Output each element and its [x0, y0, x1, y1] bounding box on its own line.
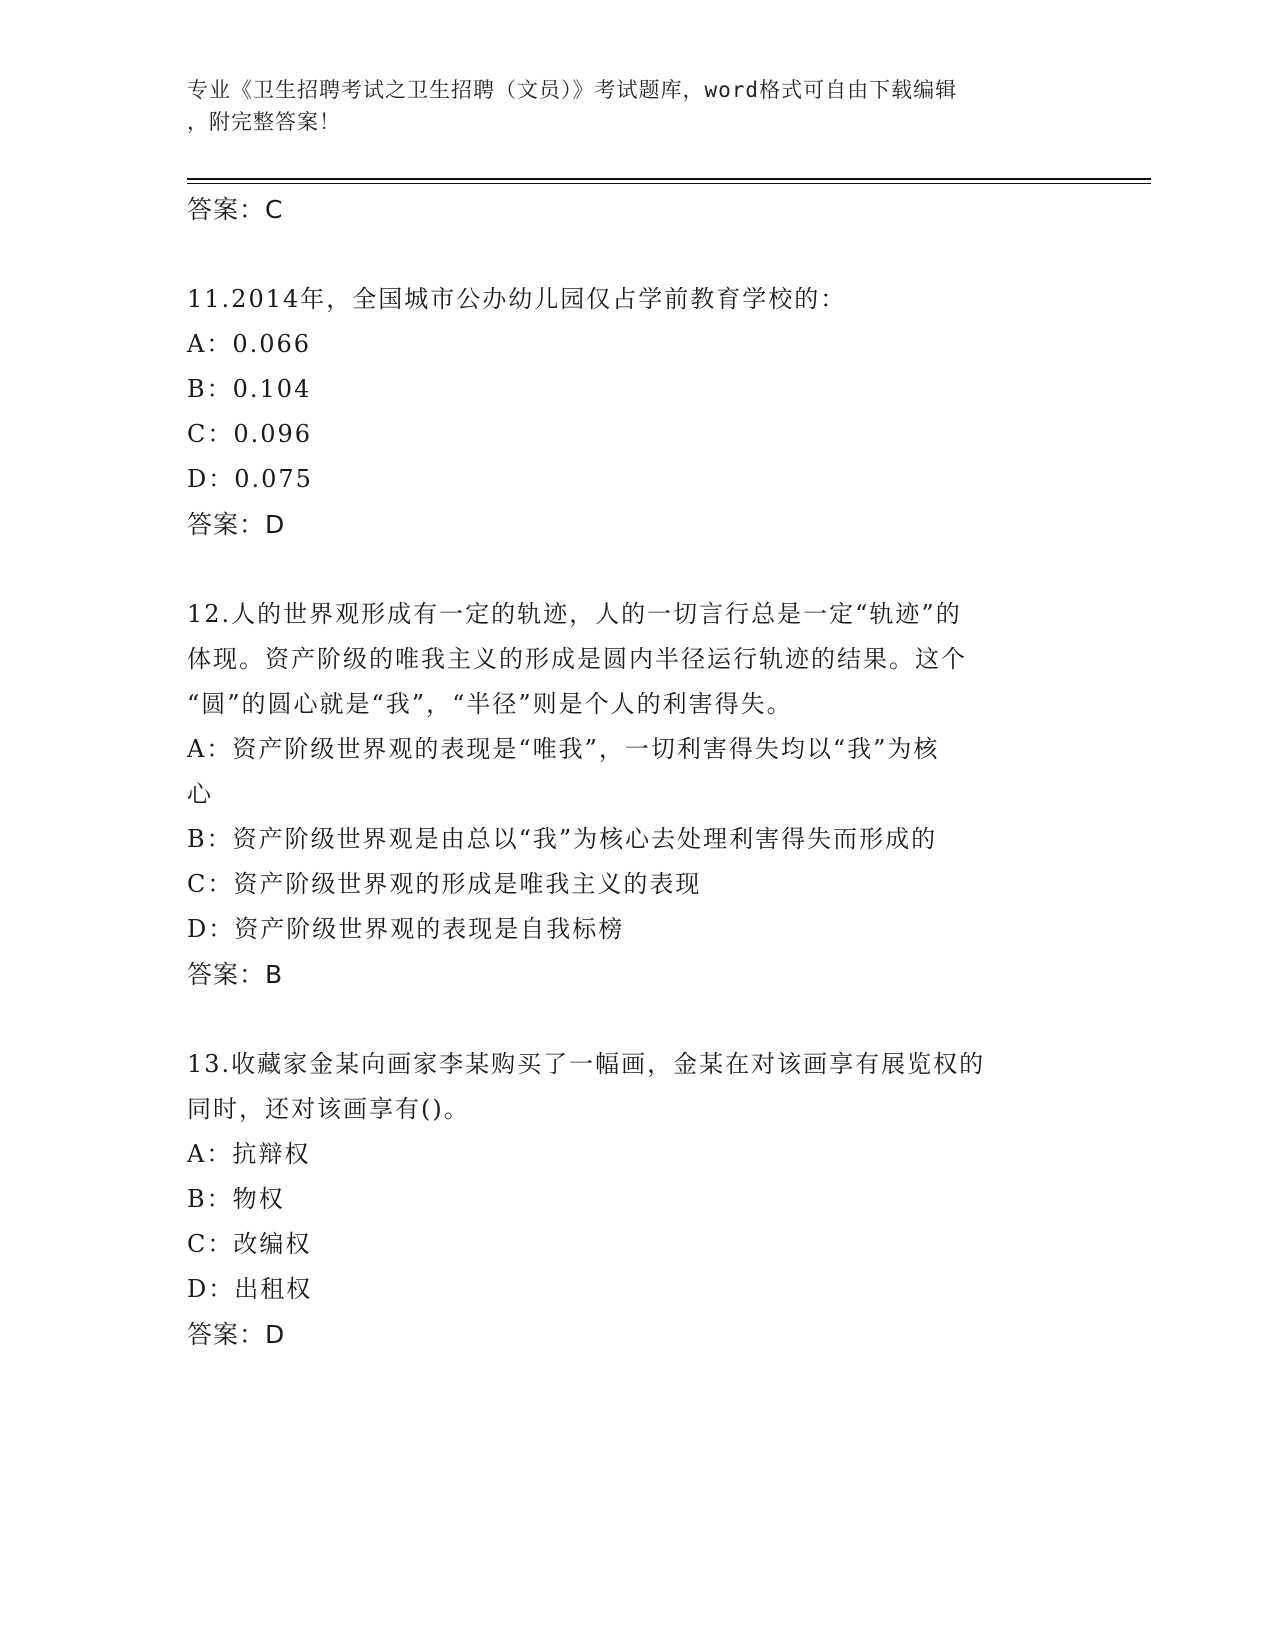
header-line-2: ，附完整答案！ [187, 110, 341, 134]
option-b: B：0.104 [187, 375, 312, 403]
option-c: C：改编权 [187, 1230, 312, 1258]
question-stem-line: 12.人的世界观形成有一定的轨迹，人的一切言行总是一定“轨迹”的 [187, 600, 962, 628]
option-d: D：出租权 [187, 1275, 313, 1303]
option-d: D：资产阶级世界观的表现是自我标榜 [187, 915, 625, 943]
option-b: B：资产阶级世界观是由总以“我”为核心去处理利害得失而形成的 [187, 825, 938, 853]
option-a: A：资产阶级世界观的表现是“唯我”，一切利害得失均以“我”为核 [187, 735, 940, 763]
header-rule-thin [187, 183, 1151, 184]
question-stem-line: 体现。资产阶级的唯我主义的形成是圆内半径运行轨迹的结果。这个 [187, 645, 967, 673]
page-header [187, 74, 1067, 138]
question-13 [187, 1042, 1077, 1357]
option-c: C：0.096 [187, 420, 313, 448]
option-a: A：0.066 [187, 330, 312, 358]
answer: 答案：D [187, 1320, 286, 1349]
previous-answer: 答案：C [187, 195, 284, 224]
question-12 [187, 592, 1077, 997]
option-b: B：物权 [187, 1185, 285, 1213]
question-stem-line: 11.2014年，全国城市公办幼儿园仅占学前教育学校的： [187, 285, 847, 313]
answer: 答案：B [187, 960, 284, 989]
question-stem-line: 同时，还对该画享有()。 [187, 1095, 470, 1123]
header-line-1: 专业《卫生招聘考试之卫生招聘（文员）》考试题库，word格式可自由下载编辑 [187, 78, 958, 102]
question-body [187, 187, 1077, 1357]
question-11 [187, 277, 1077, 547]
option-a-continued: 心 [187, 780, 213, 808]
option-d: D：0.075 [187, 465, 313, 493]
header-rule-thick [187, 178, 1151, 180]
option-c: C：资产阶级世界观的形成是唯我主义的表现 [187, 870, 702, 898]
question-stem-line: “圆”的圆心就是“我”，“半径”则是个人的利害得失。 [187, 690, 793, 718]
option-a: A：抗辩权 [187, 1140, 311, 1168]
question-stem-line: 13.收藏家金某向画家李某购买了一幅画，金某在对该画享有展览权的 [187, 1050, 986, 1078]
answer: 答案：D [187, 510, 286, 539]
